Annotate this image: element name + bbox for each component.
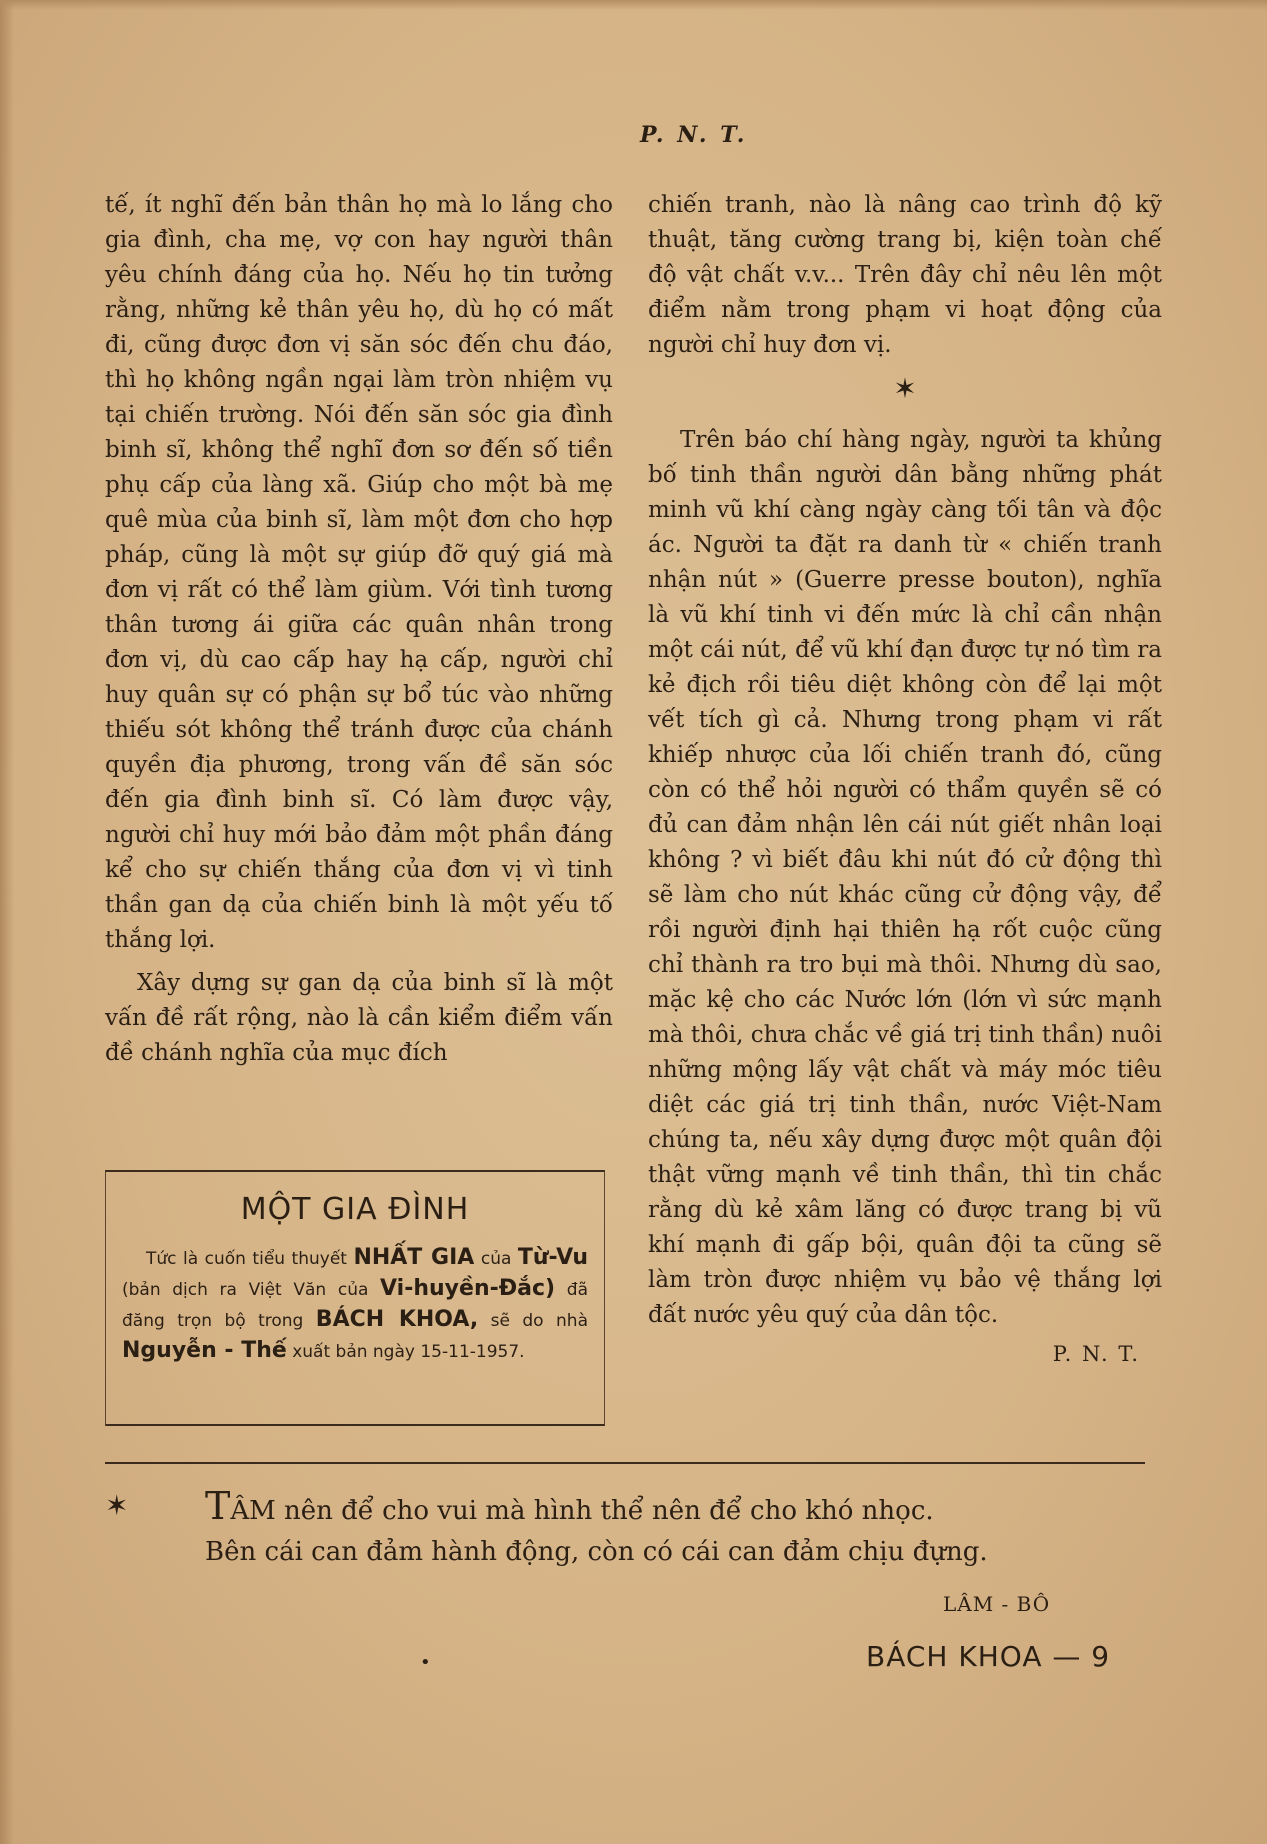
announcement-bold-5: Nguyễn - Thế — [122, 1338, 287, 1363]
announcement-text-1: Tức là cuốn tiểu thuyết — [146, 1249, 347, 1269]
page-edge-top — [0, 0, 1267, 10]
page-edge-left — [0, 0, 14, 1844]
article-signature: P. N. T. — [1052, 1342, 1140, 1366]
right-paragraph-1: chiến tranh, nào là nâng cao trình độ kỹ thuật, tăng cường trang bị, kiện toàn chế độ vật chất v.v... Trên đây chỉ nêu lên một điểm nằm trong phạm vi hoạt động của người chỉ huy đơn vị. — [648, 192, 1162, 358]
announcement-text-5: sẽ do nhà — [490, 1311, 588, 1331]
left-paragraph-2: Xây dựng sự gan dạ của binh sĩ là một vấn đề rất rộng, nào là cần kiểm điểm vấn đề chánh nghĩa của mục đích — [105, 970, 613, 1066]
right-paragraph-2: Trên báo chí hàng ngày, người ta khủng bố tinh thần người dân bằng những phát minh vũ khí càng ngày càng tối tân và độc ác. Người ta đặt ra danh từ « chiến tranh nhận nút » (Guerre presse bouton), nghĩa là vũ khí tinh vi đến mức là chỉ cần nhận một cái nút, để vũ khí đạn được tự nó tìm ra kẻ địch rồi tiêu diệt không còn để lại một vết tích gì cả. Nhưng trong phạm vi rất khiếp nhược của lối chiến tranh đó, cũng còn có thể hỏi người có thẩm quyền sẽ có đủ can đảm nhận lên cái nút giết nhân loại không ? vì biết đâu khi nút đó cử động thì sẽ làm cho nút khác cũng cử động vậy, để rồi người định hại thiên hạ rốt cuộc cũng chỉ thành ra tro bụi mà thôi. Nhưng dù sao, mặc kệ cho các Nước lớn (lớn vì sức mạnh mà thôi, chưa chắc về giá trị tinh thần) nuôi những mộng lấy vật chất và máy móc tiêu diệt các giá trị tinh thần, nước Việt-Nam chúng ta, nếu xây dựng được một quân đội thật vững mạnh về tinh thần, thì tin chắc rằng dù kẻ xâm lăng có được trang bị vũ khí mạnh đi gấp bội, quân đội ta cũng sẽ làm tròn được nhiệm vụ bảo vệ thắng lợi đất nước yêu quý của dân tộc. — [648, 427, 1162, 1328]
quote-line-1-text: ÂM nên để cho vui mà hình thể nên để cho khó nhọc. — [230, 1496, 934, 1526]
horizontal-rule — [105, 1462, 1145, 1464]
quote-line-2: Bên cái can đảm hành động, còn có cái can đảm chịu đựng. — [205, 1537, 988, 1567]
star-icon: ✶ — [105, 1489, 129, 1522]
right-column — [648, 188, 1162, 1372]
running-head: P. N. T. — [640, 122, 748, 148]
announcement-text-6: xuất bản ngày 15-11-1957. — [292, 1342, 525, 1362]
announcement-bold-4: BÁCH KHOA, — [315, 1307, 479, 1332]
quote-line-1 — [205, 1484, 934, 1533]
page-mark: • — [420, 1652, 431, 1673]
announcement-text-2: của — [480, 1249, 512, 1269]
page-footer: BÁCH KHOA — 9 — [866, 1640, 1111, 1673]
announcement-bold-2: Từ-Vu — [517, 1245, 588, 1270]
quote-dropcap: T — [205, 1484, 231, 1528]
announcement-title: MỘT GIA ĐÌNH — [240, 1192, 470, 1227]
announcement-text-3: (bản dịch ra Việt Văn của — [122, 1280, 369, 1300]
book-announcement-box — [105, 1170, 605, 1426]
left-column — [105, 188, 613, 1071]
announcement-body — [122, 1243, 588, 1367]
announcement-bold-3: Vi-huyền-Đắc) — [380, 1276, 556, 1301]
announcement-bold-1: NHẤT GIA — [353, 1245, 475, 1270]
star-separator-icon: ✶ — [893, 372, 917, 405]
left-paragraph-1: tế, ít nghĩ đến bản thân họ mà lo lắng cho gia đình, cha mẹ, vợ con hay người thân yêu chính đáng của họ. Nếu họ tin tưởng rằng, những kẻ thân yêu họ, dù họ có mất đi, cũng được đơn vị săn sóc đến chu đáo, thì họ không ngần ngại làm tròn nhiệm vụ tại chiến trường. Nói đến săn sóc gia đình binh sĩ, không thể nghĩ đơn sơ đến số tiền phụ cấp của làng xã. Giúp cho một bà mẹ quê mùa của binh sĩ, làm một đơn cho hợp pháp, cũng là một sự giúp đỡ quý giá mà đơn vị rất có thể làm giùm. Với tình tương thân tương ái giữa các quân nhân trong đơn vị, dù cao cấp hay hạ cấp, người chỉ huy quân sự có phận sự bổ túc vào những thiếu sót không thể tránh được của chánh quyền địa phương, trong vấn đề săn sóc đến gia đình binh sĩ. Có làm được vậy, người chỉ huy mới bảo đảm một phần đáng kể cho sự chiến thắng của đơn vị vì tinh thần gan dạ của chiến binh là một yếu tố thắng lợi. — [105, 192, 613, 953]
announcement-text-4: đã đăng trọn bộ trong — [122, 1280, 588, 1331]
quote-author: LÂM - BÔ — [943, 1592, 1051, 1616]
